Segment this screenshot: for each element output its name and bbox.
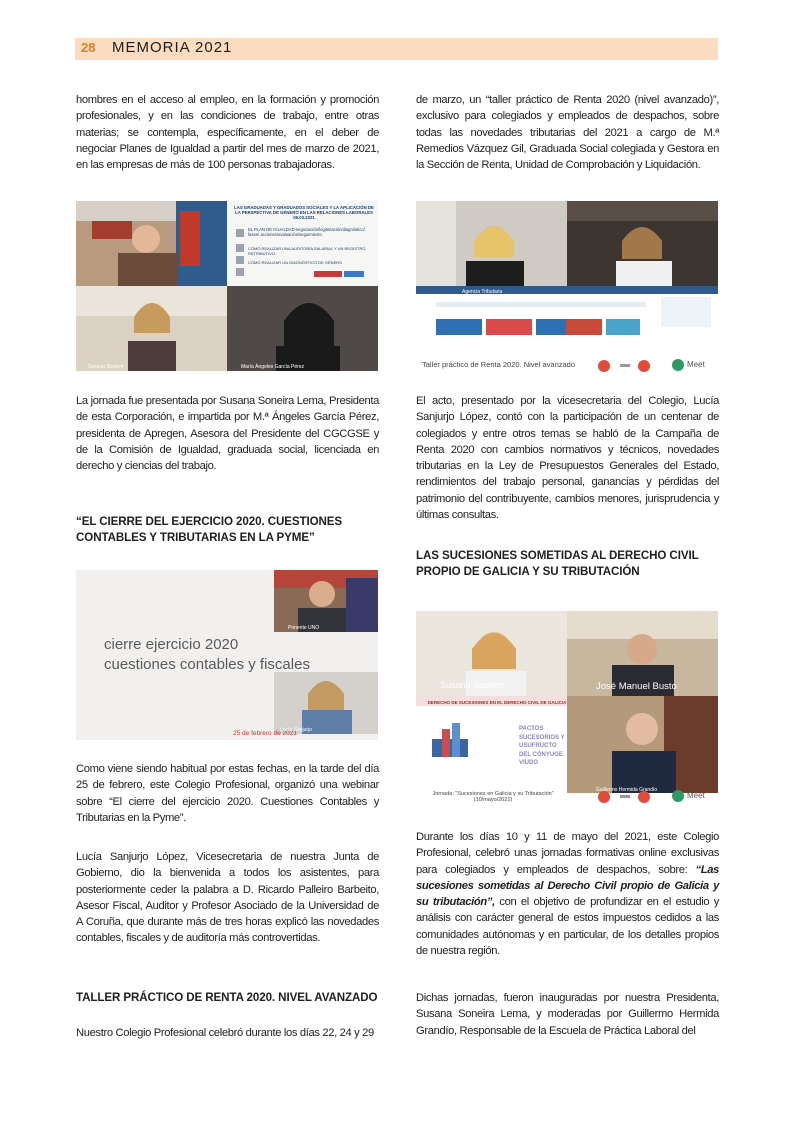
right-column-text-3	[416, 829, 719, 959]
meet-icon	[672, 359, 684, 371]
section-heading-cierre: “EL CIERRE DEL EJERCICIO 2020. CUESTIONES CONTABLES Y TRIBUTARIAS EN LA PYME”	[76, 515, 343, 544]
sucesiones-image	[416, 611, 718, 808]
left-paragraph-1: hombres en el acceso al empleo, en la formación y promoción profesionales, y en las condiciones de trabajo, entre otras materias; se contempla, específicamente, en el deber de negociar Planes de Igualdad a partir del mes de marzo de 2021, en las empresas de más de 100 personas trabajadoras.	[76, 94, 379, 172]
meet-label: Meet	[687, 360, 705, 369]
site-name: Agencia Tributaria	[462, 289, 503, 295]
left-column-text-2	[76, 393, 379, 474]
right-paragraph-3	[416, 829, 719, 959]
left-heading-1-wrap	[76, 514, 379, 546]
participant-name-b: Lucía Sanjurjo	[280, 727, 312, 733]
right-paragraph-1: de marzo, un “taller práctico de Renta 2020 (nivel avanzado)”, exclusivo para colegiados y empleados de despachos, sobre todas las novedades tributarias del 2021 a cargo de M.ª Remedios Vázquez Gil, Graduada Social colegiada y Gestora en la Sección de Renta, Unidad de Comprobación y Liquidación.	[416, 94, 719, 172]
left-paragraph-3: Como viene siendo habitual por estas fechas, en la tarde del día 25 de febrero, este Colegio Profesional, organizó una webinar sobre “El cierre del ejercicio 2020. Cuestiones Contables y Tributarias en la Pyme”.	[76, 763, 379, 824]
slide-item-2: CÓMO REALIZAR UNA AUDITORÍA SALARIAL Y UN REGISTRO RETRIBUTIVO	[248, 246, 366, 256]
cierre-ejercicio-image	[76, 570, 378, 740]
page-number: 28	[81, 40, 96, 55]
page-header	[75, 38, 718, 60]
left-column-text-1	[76, 92, 379, 173]
right-column-text-1	[416, 92, 719, 173]
slide-item-3: CÓMO REALIZAR UN DIAGNÓSTICO DE GÉNERO	[248, 260, 343, 265]
left-column-text-5	[76, 1025, 379, 1041]
left-column-text-3	[76, 761, 379, 826]
slide-title: LAS GRADUADAS Y GRADUADOS SOCIALES Y LA APLICACIÓN DE LA PERSPECTIVA DE GÉNERO EN LAS RELACIONES LABORALES 09.03.2021	[234, 205, 374, 220]
meet-label: Meet	[687, 791, 705, 800]
photo-cierre-ejercicio	[76, 570, 378, 740]
left-paragraph-5: Nuestro Colegio Profesional celebró durante los días 22, 24 y 29	[76, 1027, 374, 1039]
left-heading-2-wrap	[76, 990, 379, 1006]
participant-name-a: Ponente UNO	[288, 625, 320, 631]
slide-caption: Taller práctico de Renta 2020. Nivel avanzado	[422, 360, 576, 369]
slide-title: DERECHO DE SUCESIONES EN EL DERECHO CIVIL DE GALICIA	[427, 700, 567, 705]
slide-date: 25 de febrero de 2021	[233, 730, 297, 737]
taller-renta-image	[416, 201, 718, 373]
section-heading-taller: TALLER PRÁCTICO DE RENTA 2020. NIVEL AVANZADO	[76, 991, 378, 1004]
right-column-text-2	[416, 393, 719, 523]
slide-item-1: EL PLAN DE IGUALDAD negociación/legitimación/diagnóstico/ fases/ acciones/evaluación/seguimiento	[248, 227, 365, 237]
photo-sucesiones	[416, 611, 718, 808]
paragraph-3-rest: con el objetivo de profundizar en el estudio y análisis con carácter general de estos impuestos cedidos a las comunidades autónomas y en particular, de los detalles propios de nuestra región.	[416, 896, 719, 958]
paragraph-3-title: “Las sucesiones sometidas al Derecho Civil propio de Galicia y su tributación”,	[416, 863, 719, 909]
publication-title: MEMORIA 2021	[112, 39, 233, 56]
slide-caption: Jornada: “Sucesiones en Galicia y su Tributación” (10/mayo/2021)	[432, 791, 554, 803]
meet-icon	[672, 790, 684, 802]
right-heading-1-wrap	[416, 548, 719, 580]
photo-igualdad-webinar	[76, 201, 378, 371]
participant-name-b: María Ángeles García Pérez	[241, 364, 305, 370]
section-heading-sucesiones: LAS SUCESIONES SOMETIDAS AL DERECHO CIVIL PROPIO DE GALICIA Y SU TRIBUTACIÓN	[416, 549, 699, 578]
participant-name-c: Guillermo Hermida Grandío	[596, 787, 658, 793]
left-column-text-4	[76, 849, 379, 947]
slide-line-2: cuestiones contables y fiscales	[104, 656, 310, 673]
participant-name-a: Susana Scotem	[440, 680, 504, 690]
left-paragraph-2: La jornada fue presentada por Susana Soneira Lema, Presidenta de esta Corporación, e impartida por M.ª Ángeles García Pérez, presidenta de Apregen, Asesora del Presidente del CGCGSE y de la Comisión de Igualdad, graduada social, licenciada en derecho y ciencias del trabajo.	[76, 395, 379, 473]
left-paragraph-4: Lucía Sanjurjo López, Vicesecretaria de nuestra Junta de Gobierno, dio la bienvenida a todos los asistentes, para posteriormente ceder la palabra a D. Ricardo Palleiro Barbeito, Asesor Fiscal, Auditor y Profesor Asociado de la Universidad de A Coruña, que durante más de tres horas explicó las novedades contables, fiscales y de auditoría más controvertidas.	[76, 851, 379, 945]
slide-line-1: cierre ejercicio 2020	[104, 636, 239, 653]
photo-taller-renta	[416, 201, 718, 373]
slide-bullets: PACTOS SUCESORIOS Y USUFRUCTO DEL CÓNYUGE VIUDO	[519, 726, 565, 767]
right-paragraph-4: Dichas jornadas, fueron inauguradas por nuestra Presidenta, Susana Soneira Lema, y moderadas por Guillermo Hermida Grandío, Responsable de la Escuela de Práctica Laboral del	[416, 992, 719, 1037]
right-paragraph-2: El acto, presentado por la vicesecretaria del Colegio, Lucía Sanjurjo López, contó con la participación de un centenar de colegiados y entre otros temas se habló de la Campaña de Renta 2020 con cambios normativos y técnicos, novedades tributarias en la Ley de Presupuestos Generales del Estado, rendimientos del trabajo personal, ganancias y pérdidas del patrimonio del contribuyente, cambios menores, jurisprudencia y últimas consultas.	[416, 395, 719, 522]
participant-name-b: José Manuel Busto	[596, 681, 677, 692]
paragraph-3-intro: Durante los días 10 y 11 de mayo del 2021, este Colegio Profesional, celebró unas jornadas formativas online exclusivas para colegiados y empleados de despachos, sobre:	[416, 831, 719, 876]
participant-name-a: Susana Scotem	[88, 364, 124, 370]
right-column-text-4	[416, 990, 719, 1039]
